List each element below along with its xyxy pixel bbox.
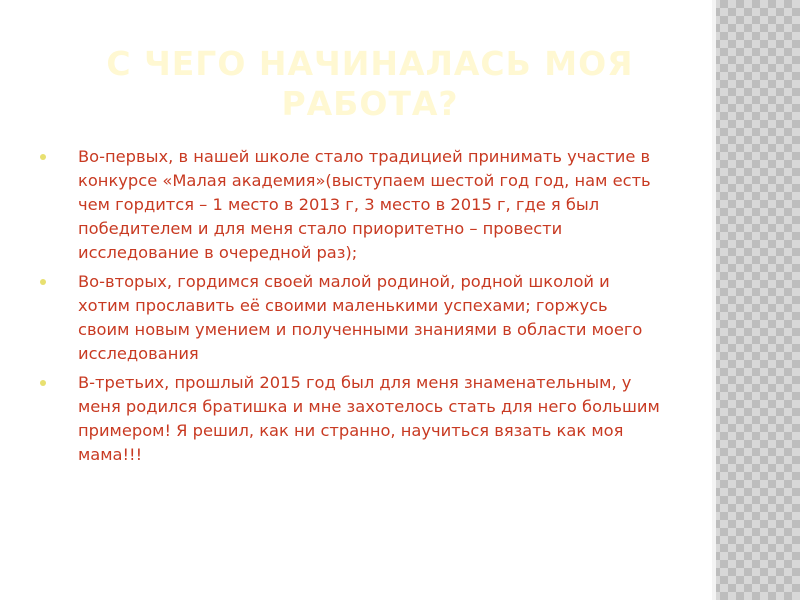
bullet-icon: [40, 380, 46, 386]
bullet-text: Во-первых, в нашей школе стало традицией принимать участие в конкурсе «Малая академия»(выступаем шестой год год, нам есть чем гордится – 1 место в 2013 г, 3 место в 2015 г, где я был победителем и для меня стало приоритетно – провести исследование в очередной раз);: [78, 147, 651, 262]
bullet-list: [38, 145, 663, 472]
decorative-side-pattern: [712, 0, 800, 600]
bullet-icon: [40, 279, 46, 285]
bullet-text: В-третьих, прошлый 2015 год был для меня знаменательным, у меня родился братишка и мне захотелось стать для него большим примером! Я решил, как ни странно, научиться вязать как моя мама!!!: [78, 373, 660, 464]
bullet-item-2: [38, 270, 663, 366]
bullet-item-3: [38, 371, 663, 467]
bullet-icon: [40, 154, 46, 160]
bullet-text: Во-вторых, гордимся своей малой родиной, родной школой и хотим прославить её своими маленькими успехами; горжусь своим новым умением и полученными знаниями в области моего исследования: [78, 272, 643, 363]
slide-title: С ЧЕГО НАЧИНАЛАСЬ МОЯ РАБОТА?: [106, 44, 634, 123]
bullet-item-1: [38, 145, 663, 265]
